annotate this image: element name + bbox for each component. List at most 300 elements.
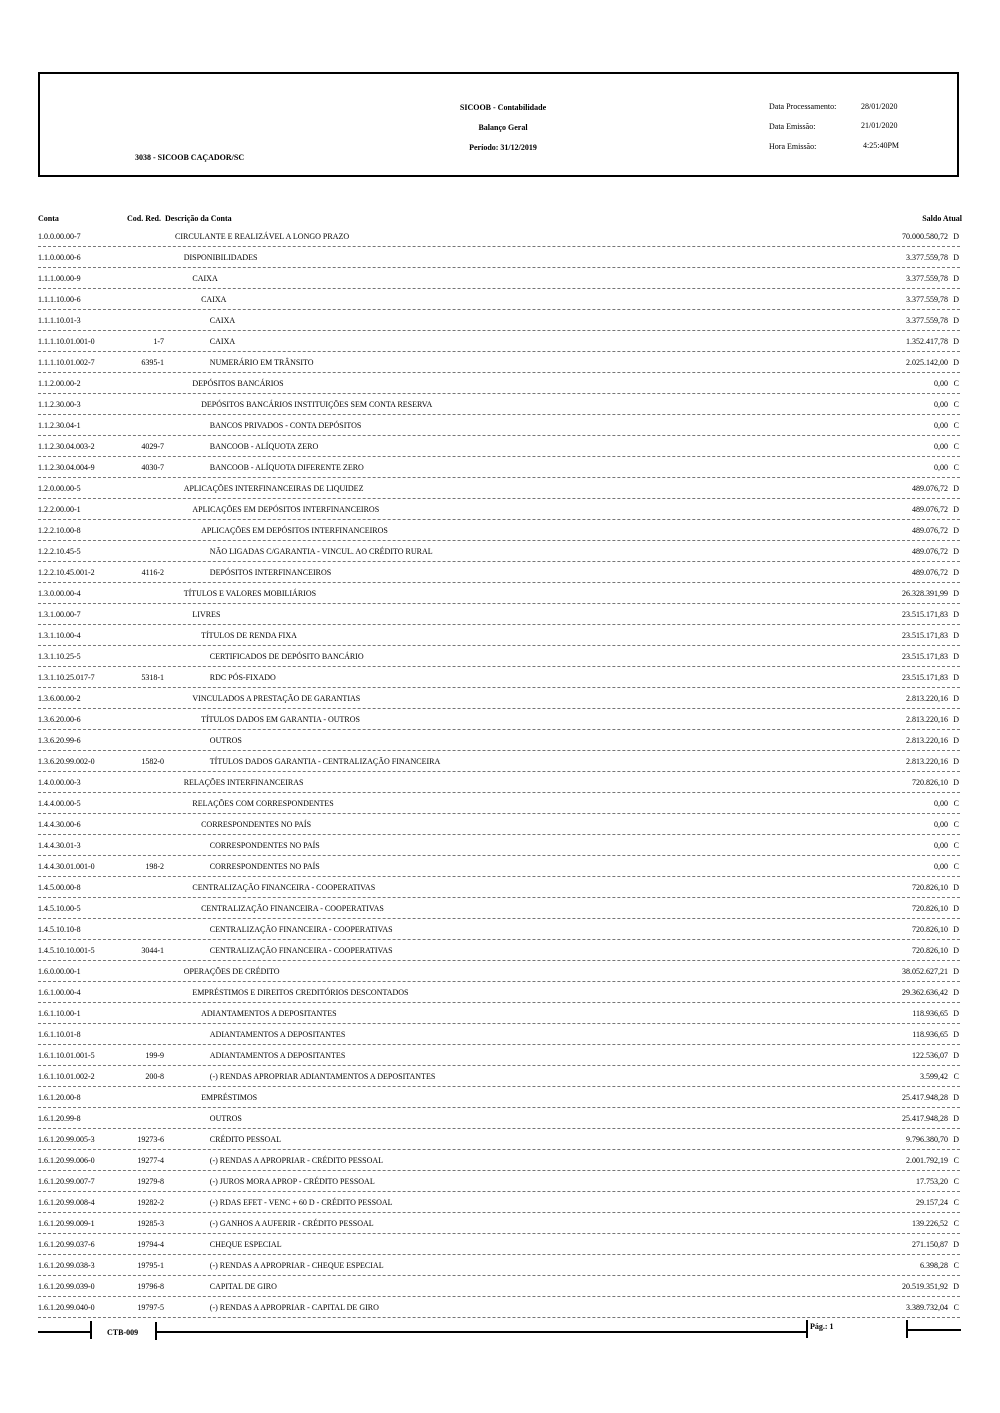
account-code: 1.4.4.30.00-6 <box>38 820 81 829</box>
account-code: 1.3.6.20.99-6 <box>38 736 81 745</box>
reduced-code: 19797-5 <box>137 1303 164 1312</box>
debit-credit-flag: D <box>953 610 959 619</box>
current-balance: 720.826,10 <box>912 904 948 913</box>
table-row <box>38 1192 960 1213</box>
account-description: RELAÇÕES INTERFINANCEIRAS <box>183 778 304 787</box>
reduced-code: 19285-3 <box>137 1219 164 1228</box>
col-codred-heading: Cod. Red. <box>127 214 162 223</box>
debit-credit-flag: C <box>953 421 959 430</box>
account-description: CENTRALIZAÇÃO FINANCEIRA - COOPERATIVAS <box>192 883 376 892</box>
table-row <box>38 730 960 751</box>
account-code: 1.2.2.10.45-5 <box>38 547 81 556</box>
account-code: 1.1.2.30.04-1 <box>38 421 81 430</box>
reduced-code: 200-8 <box>145 1072 164 1081</box>
debit-credit-flag: C <box>953 1177 959 1186</box>
account-code: 1.1.1.10.00-6 <box>38 295 81 304</box>
debit-credit-flag: D <box>953 253 959 262</box>
current-balance: 3.377.559,78 <box>906 295 948 304</box>
col-descricao-heading: Descrição da Conta <box>165 214 232 223</box>
account-description: VINCULADOS A PRESTAÇÃO DE GARANTIAS <box>192 694 361 703</box>
account-description: (-) RENDAS A APROPRIAR - CRÉDITO PESSOAL <box>209 1156 384 1165</box>
table-row <box>38 1108 960 1129</box>
table-row <box>38 520 960 541</box>
reduced-code: 19273-6 <box>137 1135 164 1144</box>
reduced-code: 1582-0 <box>141 757 164 766</box>
current-balance: 3.599,42 <box>920 1072 948 1081</box>
current-balance: 271.150,87 <box>912 1240 948 1249</box>
account-code: 1.1.2.00.00-2 <box>38 379 81 388</box>
table-row <box>38 373 960 394</box>
account-code: 1.1.1.10.01-3 <box>38 316 81 325</box>
current-balance: 17.753,20 <box>916 1177 948 1186</box>
current-balance: 23.515.171,83 <box>902 673 948 682</box>
current-balance: 2.813.220,16 <box>906 715 948 724</box>
current-balance: 118.936,65 <box>912 1009 948 1018</box>
debit-credit-flag: D <box>953 673 959 682</box>
table-row <box>38 1234 960 1255</box>
debit-credit-flag: D <box>953 778 959 787</box>
account-code: 1.1.1.10.01.002-7 <box>38 358 95 367</box>
account-code: 1.4.4.00.00-5 <box>38 799 81 808</box>
account-code: 1.4.5.10.10-8 <box>38 925 81 934</box>
current-balance: 139.226,52 <box>912 1219 948 1228</box>
account-description: OUTROS <box>209 1114 242 1123</box>
reduced-code: 19795-1 <box>137 1261 164 1270</box>
table-row <box>38 1066 960 1087</box>
debit-credit-flag: C <box>953 463 959 472</box>
debit-credit-flag: C <box>953 820 959 829</box>
current-balance: 0,00 <box>934 820 948 829</box>
table-row <box>38 226 960 247</box>
footer-tick <box>806 1320 808 1338</box>
account-description: BANCOOB - ALÍQUOTA DIFERENTE ZERO <box>209 463 364 472</box>
account-description: CORRESPONDENTES NO PAÍS <box>201 820 312 829</box>
account-description: EMPRÉSTIMOS <box>201 1093 258 1102</box>
table-row <box>38 940 960 961</box>
account-code: 1.6.1.20.99.038-3 <box>38 1261 95 1270</box>
current-balance: 118.936,65 <box>912 1030 948 1039</box>
debit-credit-flag: D <box>953 589 959 598</box>
current-balance: 3.377.559,78 <box>906 274 948 283</box>
account-code: 1.6.1.20.99.007-7 <box>38 1177 95 1186</box>
account-code: 1.1.1.00.00-9 <box>38 274 81 283</box>
account-description: CENTRALIZAÇÃO FINANCEIRA - COOPERATIVAS <box>209 946 393 955</box>
page-number: Pág.: 1 <box>810 1322 834 1331</box>
current-balance: 25.417.948,28 <box>902 1114 948 1123</box>
accounts-table <box>38 226 960 1318</box>
account-description: LIVRES <box>192 610 221 619</box>
account-code: 1.4.5.00.00-8 <box>38 883 81 892</box>
table-row <box>38 1276 960 1297</box>
debit-credit-flag: C <box>953 799 959 808</box>
table-row <box>38 625 960 646</box>
table-row <box>38 751 960 772</box>
emission-date-value: 21/01/2020 <box>861 121 898 130</box>
account-code: 1.0.0.00.00-7 <box>38 232 81 241</box>
table-row <box>38 394 960 415</box>
footer-rule-left <box>38 1331 90 1333</box>
table-row <box>38 688 960 709</box>
reduced-code: 3044-1 <box>141 946 164 955</box>
reduced-code: 19277-4 <box>137 1156 164 1165</box>
table-row <box>38 877 960 898</box>
table-row <box>38 919 960 940</box>
processing-date-label: Data Processamento: <box>769 102 837 111</box>
table-row <box>38 856 960 877</box>
current-balance: 3.377.559,78 <box>906 253 948 262</box>
table-row <box>38 457 960 478</box>
account-description: BANCOS PRIVADOS - CONTA DEPÓSITOS <box>209 421 362 430</box>
current-balance: 25.417.948,28 <box>902 1093 948 1102</box>
account-description: DEPÓSITOS BANCÁRIOS <box>192 379 284 388</box>
table-row <box>38 982 960 1003</box>
current-balance: 29.362.636,42 <box>902 988 948 997</box>
debit-credit-flag: D <box>953 547 959 556</box>
debit-credit-flag: D <box>953 1051 959 1060</box>
account-description: CENTRALIZAÇÃO FINANCEIRA - COOPERATIVAS <box>209 925 393 934</box>
account-description: TÍTULOS DE RENDA FIXA <box>201 631 297 640</box>
account-description: CORRESPONDENTES NO PAÍS <box>209 841 320 850</box>
account-code: 1.6.1.10.01-8 <box>38 1030 81 1039</box>
debit-credit-flag: D <box>953 232 959 241</box>
account-code: 1.4.0.00.00-3 <box>38 778 81 787</box>
debit-credit-flag: D <box>953 988 959 997</box>
account-description: NÃO LIGADAS C/GARANTIA - VINCUL. AO CRÉDITO RURAL <box>209 547 433 556</box>
current-balance: 489.076,72 <box>912 526 948 535</box>
footer-rule-middle <box>157 1331 807 1333</box>
account-description: CAIXA <box>201 295 227 304</box>
account-description: RELAÇÕES COM CORRESPONDENTES <box>192 799 334 808</box>
account-code: 1.6.1.10.01.001-5 <box>38 1051 95 1060</box>
account-code: 1.1.2.30.00-3 <box>38 400 81 409</box>
table-row <box>38 1150 960 1171</box>
debit-credit-flag: D <box>953 1093 959 1102</box>
account-description: (-) RDAS EFET - VENC + 60 D - CRÉDITO PESSOAL <box>209 1198 393 1207</box>
report-header <box>38 72 959 177</box>
account-code: 1.6.1.20.99.005-3 <box>38 1135 95 1144</box>
account-description: (-) JUROS MORA APROP - CRÉDITO PESSOAL <box>209 1177 375 1186</box>
account-code: 1.6.1.20.99.008-4 <box>38 1198 95 1207</box>
account-code: 1.1.1.10.01.001-0 <box>38 337 95 346</box>
account-code: 1.6.1.10.00-1 <box>38 1009 81 1018</box>
account-description: CAIXA <box>209 316 236 325</box>
table-row <box>38 1003 960 1024</box>
current-balance: 720.826,10 <box>912 883 948 892</box>
current-balance: 489.076,72 <box>912 505 948 514</box>
table-row <box>38 793 960 814</box>
debit-credit-flag: C <box>953 1198 959 1207</box>
processing-date-value: 28/01/2020 <box>861 102 898 111</box>
current-balance: 3.377.559,78 <box>906 316 948 325</box>
debit-credit-flag: D <box>953 1030 959 1039</box>
account-description: DISPONIBILIDADES <box>183 253 258 262</box>
account-code: 1.3.1.00.00-7 <box>38 610 81 619</box>
debit-credit-flag: D <box>953 736 959 745</box>
emission-time-value: 4:25:40PM <box>863 141 900 150</box>
reduced-code: 4030-7 <box>141 463 164 472</box>
table-row <box>38 1045 960 1066</box>
account-description: CAIXA <box>192 274 218 283</box>
account-code: 1.4.4.30.01-3 <box>38 841 81 850</box>
table-row <box>38 604 960 625</box>
debit-credit-flag: C <box>953 400 959 409</box>
table-row <box>38 247 960 268</box>
table-row <box>38 898 960 919</box>
table-row <box>38 310 960 331</box>
emission-time-label: Hora Emissão: <box>769 142 817 151</box>
current-balance: 0,00 <box>934 799 948 808</box>
debit-credit-flag: C <box>953 1156 959 1165</box>
account-description: (-) RENDAS APROPRIAR ADIANTAMENTOS A DEPOSITANTES <box>209 1072 436 1081</box>
account-description: (-) RENDAS A APROPRIAR - CAPITAL DE GIRO <box>209 1303 379 1312</box>
current-balance: 122.536,07 <box>912 1051 948 1060</box>
debit-credit-flag: D <box>953 715 959 724</box>
account-description: CAIXA <box>209 337 236 346</box>
account-code: 1.6.1.20.99-8 <box>38 1114 81 1123</box>
account-code: 1.1.2.30.04.003-2 <box>38 442 95 451</box>
account-description: APLICAÇÕES INTERFINANCEIRAS DE LIQUIDEZ <box>183 484 364 493</box>
account-code: 1.6.1.00.00-4 <box>38 988 81 997</box>
col-saldo-heading: Saldo Atual <box>922 214 962 223</box>
table-row <box>38 1213 960 1234</box>
table-row <box>38 352 960 373</box>
current-balance: 1.352.417,78 <box>906 337 948 346</box>
account-description: CAPITAL DE GIRO <box>209 1282 277 1291</box>
debit-credit-flag: C <box>953 862 959 871</box>
account-code: 1.6.1.20.99.037-6 <box>38 1240 95 1249</box>
account-description: CORRESPONDENTES NO PAÍS <box>209 862 320 871</box>
current-balance: 38.052.627,21 <box>902 967 948 976</box>
account-description: CRÉDITO PESSOAL <box>209 1135 281 1144</box>
account-code: 1.3.6.20.00-6 <box>38 715 81 724</box>
current-balance: 0,00 <box>934 421 948 430</box>
current-balance: 0,00 <box>934 463 948 472</box>
current-balance: 2.813.220,16 <box>906 736 948 745</box>
report-code: CTB-009 <box>107 1328 139 1337</box>
current-balance: 23.515.171,83 <box>902 652 948 661</box>
reduced-code: 6395-1 <box>141 358 164 367</box>
current-balance: 29.157,24 <box>916 1198 948 1207</box>
account-description: CERTIFICADOS DE DEPÓSITO BANCÁRIO <box>209 652 364 661</box>
account-description: BANCOOB - ALÍQUOTA ZERO <box>209 442 319 451</box>
table-row <box>38 1171 960 1192</box>
current-balance: 0,00 <box>934 379 948 388</box>
debit-credit-flag: C <box>953 1303 959 1312</box>
report-title: Balanço Geral <box>478 123 528 132</box>
account-description: DEPÓSITOS INTERFINANCEIROS <box>209 568 332 577</box>
table-row <box>38 667 960 688</box>
current-balance: 2.025.142,00 <box>906 358 948 367</box>
table-row <box>38 835 960 856</box>
debit-credit-flag: D <box>953 883 959 892</box>
reduced-code: 19282-2 <box>137 1198 164 1207</box>
reduced-code: 199-9 <box>145 1051 164 1060</box>
account-code: 1.3.1.10.00-4 <box>38 631 81 640</box>
cooperative-name: 3038 - SICOOB CAÇADOR/SC <box>135 153 245 162</box>
report-period: Período: 31/12/2019 <box>469 143 537 152</box>
account-code: 1.4.4.30.01.001-0 <box>38 862 95 871</box>
debit-credit-flag: D <box>953 694 959 703</box>
current-balance: 489.076,72 <box>912 547 948 556</box>
debit-credit-flag: C <box>953 841 959 850</box>
account-description: ADIANTAMENTOS A DEPOSITANTES <box>201 1009 337 1018</box>
debit-credit-flag: D <box>953 568 959 577</box>
account-code: 1.2.2.10.00-8 <box>38 526 81 535</box>
reduced-code: 4116-2 <box>141 568 164 577</box>
debit-credit-flag: C <box>953 1072 959 1081</box>
table-row <box>38 583 960 604</box>
account-description: (-) GANHOS A AUFERIR - CRÉDITO PESSOAL <box>209 1219 374 1228</box>
account-description: RDC PÓS-FIXADO <box>209 673 276 682</box>
debit-credit-flag: D <box>953 316 959 325</box>
account-description: TÍTULOS DADOS GARANTIA - CENTRALIZAÇÃO FINANCEIRA <box>209 757 441 766</box>
current-balance: 3.389.732,04 <box>906 1303 948 1312</box>
account-description: TÍTULOS DADOS EM GARANTIA - OUTROS <box>201 715 360 724</box>
debit-credit-flag: C <box>953 442 959 451</box>
table-row <box>38 1297 960 1318</box>
debit-credit-flag: D <box>953 1009 959 1018</box>
table-row <box>38 772 960 793</box>
account-description: CHEQUE ESPECIAL <box>209 1240 282 1249</box>
current-balance: 9.796.380,70 <box>906 1135 948 1144</box>
current-balance: 2.001.792,19 <box>906 1156 948 1165</box>
account-code: 1.3.1.10.25-5 <box>38 652 81 661</box>
footer-tick <box>90 1321 92 1339</box>
debit-credit-flag: D <box>953 925 959 934</box>
debit-credit-flag: D <box>953 274 959 283</box>
current-balance: 23.515.171,83 <box>902 631 948 640</box>
table-row <box>38 814 960 835</box>
debit-credit-flag: D <box>953 505 959 514</box>
table-row <box>38 499 960 520</box>
debit-credit-flag: D <box>953 904 959 913</box>
account-code: 1.6.0.00.00-1 <box>38 967 81 976</box>
account-description: CIRCULANTE E REALIZÁVEL A LONGO PRAZO <box>175 232 350 241</box>
account-code: 1.1.2.30.04.004-9 <box>38 463 95 472</box>
table-row <box>38 268 960 289</box>
debit-credit-flag: D <box>953 1135 959 1144</box>
account-description: (-) RENDAS A APROPRIAR - CHEQUE ESPECIAL <box>209 1261 384 1270</box>
current-balance: 720.826,10 <box>912 778 948 787</box>
account-description: DEPÓSITOS BANCÁRIOS INSTITUIÇÕES SEM CONTA RESERVA <box>201 400 433 409</box>
table-row <box>38 1087 960 1108</box>
account-code: 1.6.1.20.99.040-0 <box>38 1303 95 1312</box>
table-row <box>38 1255 960 1276</box>
account-description: TÍTULOS E VALORES MOBILIÁRIOS <box>183 589 317 598</box>
account-code: 1.2.2.10.45.001-2 <box>38 568 95 577</box>
current-balance: 23.515.171,83 <box>902 610 948 619</box>
debit-credit-flag: D <box>953 757 959 766</box>
system-title: SICOOB - Contabilidade <box>459 103 547 112</box>
account-code: 1.3.1.10.25.017-7 <box>38 673 95 682</box>
current-balance: 2.813.220,16 <box>906 694 948 703</box>
account-code: 1.2.2.00.00-1 <box>38 505 81 514</box>
table-row <box>38 709 960 730</box>
current-balance: 20.519.351,92 <box>902 1282 948 1291</box>
col-conta-heading: Conta <box>38 214 59 223</box>
reduced-code: 198-2 <box>145 862 164 871</box>
current-balance: 720.826,10 <box>912 946 948 955</box>
table-row <box>38 961 960 982</box>
table-row <box>38 331 960 352</box>
debit-credit-flag: D <box>953 484 959 493</box>
reduced-code: 4029-7 <box>141 442 164 451</box>
table-row <box>38 646 960 667</box>
emission-date-label: Data Emissão: <box>769 122 816 131</box>
debit-credit-flag: C <box>953 1219 959 1228</box>
account-code: 1.6.1.20.99.006-0 <box>38 1156 95 1165</box>
current-balance: 70.000.580,72 <box>902 232 948 241</box>
current-balance: 6.398,28 <box>920 1261 948 1270</box>
debit-credit-flag: D <box>953 295 959 304</box>
footer-rule-right <box>908 1329 961 1331</box>
table-row <box>38 562 960 583</box>
account-description: OPERAÇÕES DE CRÉDITO <box>183 967 280 976</box>
account-code: 1.3.0.00.00-4 <box>38 589 81 598</box>
account-code: 1.3.6.20.99.002-0 <box>38 757 95 766</box>
current-balance: 489.076,72 <box>912 568 948 577</box>
table-row <box>38 436 960 457</box>
account-description: APLICAÇÕES EM DEPÓSITOS INTERFINANCEIROS <box>201 526 388 535</box>
current-balance: 720.826,10 <box>912 925 948 934</box>
account-code: 1.6.1.20.99.009-1 <box>38 1219 95 1228</box>
account-code: 1.6.1.10.01.002-2 <box>38 1072 95 1081</box>
debit-credit-flag: C <box>953 379 959 388</box>
reduced-code: 19794-4 <box>137 1240 164 1249</box>
current-balance: 0,00 <box>934 841 948 850</box>
current-balance: 0,00 <box>934 862 948 871</box>
reduced-code: 1-7 <box>153 337 164 346</box>
reduced-code: 19796-8 <box>137 1282 164 1291</box>
account-code: 1.1.0.00.00-6 <box>38 253 81 262</box>
table-row <box>38 478 960 499</box>
debit-credit-flag: D <box>953 358 959 367</box>
debit-credit-flag: D <box>953 946 959 955</box>
account-description: ADIANTAMENTOS A DEPOSITANTES <box>209 1051 346 1060</box>
account-description: APLICAÇÕES EM DEPÓSITOS INTERFINANCEIROS <box>192 505 380 514</box>
table-row <box>38 289 960 310</box>
debit-credit-flag: C <box>953 1261 959 1270</box>
account-code: 1.6.1.20.00-8 <box>38 1093 81 1102</box>
debit-credit-flag: D <box>953 967 959 976</box>
debit-credit-flag: D <box>953 1282 959 1291</box>
account-code: 1.3.6.00.00-2 <box>38 694 81 703</box>
debit-credit-flag: D <box>953 652 959 661</box>
current-balance: 489.076,72 <box>912 484 948 493</box>
debit-credit-flag: D <box>953 526 959 535</box>
account-description: CENTRALIZAÇÃO FINANCEIRA - COOPERATIVAS <box>201 904 384 913</box>
reduced-code: 5318-1 <box>141 673 164 682</box>
current-balance: 0,00 <box>934 442 948 451</box>
table-row <box>38 1024 960 1045</box>
debit-credit-flag: D <box>953 1240 959 1249</box>
debit-credit-flag: D <box>953 631 959 640</box>
debit-credit-flag: D <box>953 337 959 346</box>
current-balance: 2.813.220,16 <box>906 757 948 766</box>
current-balance: 0,00 <box>934 400 948 409</box>
account-code: 1.4.5.10.10.001-5 <box>38 946 95 955</box>
account-description: ADIANTAMENTOS A DEPOSITANTES <box>209 1030 346 1039</box>
account-code: 1.4.5.10.00-5 <box>38 904 81 913</box>
table-row <box>38 415 960 436</box>
current-balance: 26.328.391,99 <box>902 589 948 598</box>
account-description: NUMERÁRIO EM TRÂNSITO <box>209 358 314 367</box>
account-code: 1.2.0.00.00-5 <box>38 484 81 493</box>
account-code: 1.6.1.20.99.039-0 <box>38 1282 95 1291</box>
account-description: OUTROS <box>209 736 242 745</box>
debit-credit-flag: D <box>953 1114 959 1123</box>
reduced-code: 19279-8 <box>137 1177 164 1186</box>
